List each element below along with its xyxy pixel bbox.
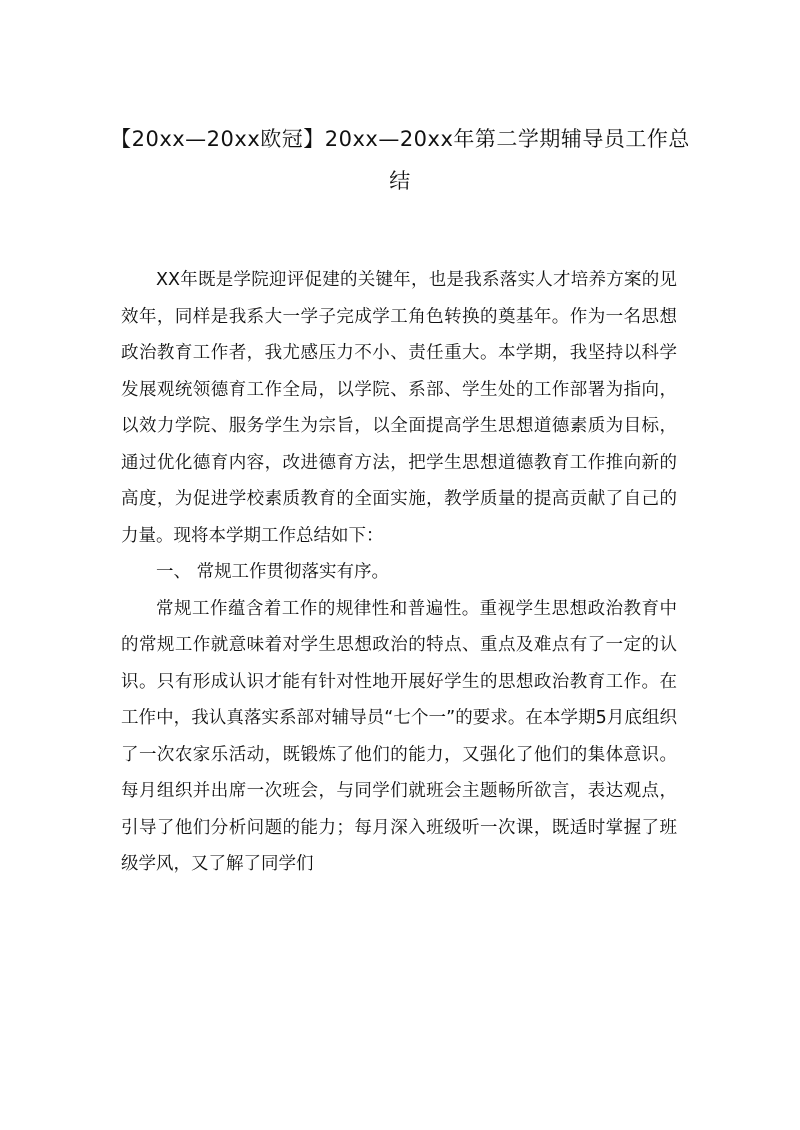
section-heading-1: 一、 常规工作贯彻落实有序。 [156, 562, 390, 582]
document-title: 【20xx—20xx欧冠】20xx—20xx年第二学期辅导员工作总结 [110, 127, 690, 193]
paragraph-intro: XX年既是学院迎评促建的关键年，也是我系落实人才培养方案的见效年，同样是我系大一学子完成学工角色转换的奠基年。作为一名思想政治教育工作者，我尤感压力不小、责任重大。本学期，我坚持以科学发展观统领德育工作全局，以学院、系部、学生处的工作部署为指向，以效力学院、服务学生为宗旨，以全面提高学生思想道德素质为目标，通过优化德育内容，改进德育方法，把学生思想道德教育工作推向新的高度，为促进学校素质教育的全面实施，教学质量的提高贡献了自己的力量。现将本学期工作总结如下： [121, 270, 677, 546]
document-body [121, 262, 677, 883]
paragraph-routine-work: 常规工作蕴含着工作的规律性和普遍性。重视学生思想政治教育中的常规工作就意味着对学生思想政治的特点、重点及难点有了一定的认识。只有形成认识才能有针对性地开展好学生的思想政治教育工作。在工作中，我认真落实系部对辅导员“七个一”的要求。在本学期5月底组织了一次农家乐活动，既锻炼了他们的能力，又强化了他们的集体意识。每月组织并出席一次班会，与同学们就班会主题畅所欲言，表达观点，引导了他们分析问题的能力；每月深入班级听一次课，既适时掌握了班级学风，又了解了同学们 [121, 598, 677, 874]
